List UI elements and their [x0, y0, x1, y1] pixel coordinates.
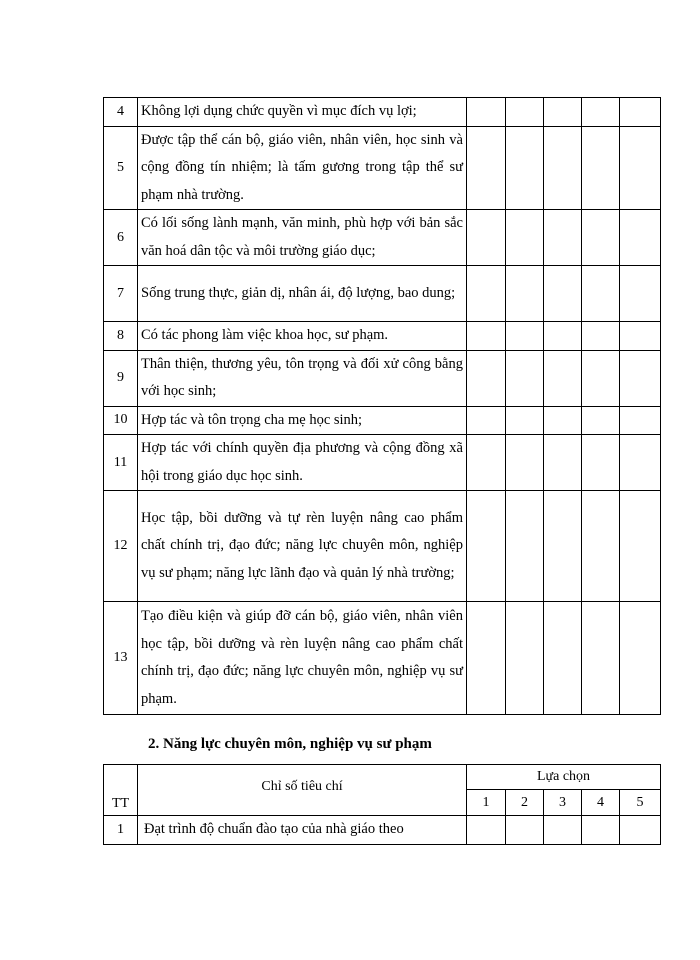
choice-cell-1[interactable]: [467, 98, 506, 127]
criterion-text: Học tập, bồi dưỡng và tự rèn luyện nâng cao phẩm chất chính trị, đạo đức; năng lực chuyên môn, nghiệp vụ sư phạm; năng lực lãnh đạo và quản lý nhà trường;: [138, 491, 467, 602]
choice-cell-4[interactable]: [582, 322, 620, 351]
criterion-text: Không lợi dụng chức quyền vì mục đích vụ lợi;: [138, 98, 467, 127]
choice-cell-4[interactable]: [582, 266, 620, 322]
row-number: 4: [104, 98, 138, 127]
row-number: 7: [104, 266, 138, 322]
row-number: 11: [104, 435, 138, 491]
criterion-text: Có lối sống lành mạnh, văn minh, phù hợp với bản sắc văn hoá dân tộc và môi trường giáo dục;: [138, 210, 467, 266]
choice-cell-4[interactable]: [582, 816, 620, 845]
choice-cell-2[interactable]: [506, 210, 544, 266]
table-row: [104, 491, 661, 602]
choice-cell-5[interactable]: [620, 126, 661, 210]
criterion-text: Có tác phong làm việc khoa học, sư phạm.: [138, 322, 467, 351]
choice-cell-5[interactable]: [620, 491, 661, 602]
table-row: [104, 406, 661, 435]
choice-cell-4[interactable]: [582, 126, 620, 210]
choice-cell-5[interactable]: [620, 350, 661, 406]
choice-cell-2[interactable]: [506, 266, 544, 322]
table-row: [104, 602, 661, 715]
criterion-text: Sống trung thực, giản dị, nhân ái, độ lượng, bao dung;: [138, 266, 467, 322]
choice-cell-1[interactable]: [467, 602, 506, 715]
row-number: 10: [104, 406, 138, 435]
choice-cell-1[interactable]: [467, 816, 506, 845]
criterion-text: Được tập thể cán bộ, giáo viên, nhân viên, học sinh và cộng đồng tín nhiệm; là tấm gương trong tập thể sư phạm nhà trường.: [138, 126, 467, 210]
table-row: [104, 98, 661, 127]
choice-cell-1[interactable]: [467, 350, 506, 406]
choice-cell-5[interactable]: [620, 210, 661, 266]
choice-cell-2[interactable]: [506, 816, 544, 845]
table-row: [104, 210, 661, 266]
choice-cell-3[interactable]: [544, 602, 582, 715]
choice-cell-1[interactable]: [467, 322, 506, 351]
choice-cell-5[interactable]: [620, 816, 661, 845]
choice-cell-1[interactable]: [467, 210, 506, 266]
choice-cell-5[interactable]: [620, 602, 661, 715]
choice-cell-3[interactable]: [544, 435, 582, 491]
choice-cell-4[interactable]: [582, 210, 620, 266]
choice-cell-3[interactable]: [544, 406, 582, 435]
choice-cell-4[interactable]: [582, 98, 620, 127]
table-row: [104, 126, 661, 210]
choice-cell-2[interactable]: [506, 322, 544, 351]
option-header-1: 1: [467, 790, 506, 816]
table-row: [104, 266, 661, 322]
criteria-table-2: [103, 764, 661, 845]
table-row: [104, 435, 661, 491]
choice-cell-1[interactable]: [467, 406, 506, 435]
choice-cell-4[interactable]: [582, 435, 620, 491]
choice-cell-5[interactable]: [620, 266, 661, 322]
table-row: [104, 350, 661, 406]
choice-cell-5[interactable]: [620, 98, 661, 127]
choice-cell-2[interactable]: [506, 350, 544, 406]
criterion-text: Hợp tác và tôn trọng cha mẹ học sinh;: [138, 406, 467, 435]
table-row: [104, 322, 661, 351]
choice-cell-5[interactable]: [620, 435, 661, 491]
criterion-text: Đạt trình độ chuẩn đào tạo của nhà giáo theo: [138, 816, 467, 845]
row-number: 6: [104, 210, 138, 266]
column-header-choice: Lựa chọn: [467, 765, 661, 790]
choice-cell-2[interactable]: [506, 491, 544, 602]
choice-cell-1[interactable]: [467, 435, 506, 491]
column-header-criteria: Chỉ số tiêu chí: [138, 765, 467, 816]
choice-cell-3[interactable]: [544, 126, 582, 210]
choice-cell-2[interactable]: [506, 406, 544, 435]
choice-cell-1[interactable]: [467, 126, 506, 210]
option-header-2: 2: [506, 790, 544, 816]
choice-cell-4[interactable]: [582, 350, 620, 406]
row-number: 13: [104, 602, 138, 715]
choice-cell-4[interactable]: [582, 491, 620, 602]
row-number: 9: [104, 350, 138, 406]
choice-cell-3[interactable]: [544, 491, 582, 602]
choice-cell-3[interactable]: [544, 210, 582, 266]
row-number: 1: [104, 816, 138, 845]
criterion-text: Thân thiện, thương yêu, tôn trọng và đối xử công bằng với học sinh;: [138, 350, 467, 406]
choice-cell-1[interactable]: [467, 491, 506, 602]
choice-cell-1[interactable]: [467, 266, 506, 322]
option-header-5: 5: [620, 790, 661, 816]
criterion-text: Hợp tác với chính quyền địa phương và cộng đồng xã hội trong giáo dục học sinh.: [138, 435, 467, 491]
choice-cell-2[interactable]: [506, 435, 544, 491]
choice-cell-3[interactable]: [544, 98, 582, 127]
column-header-tt: TT: [104, 765, 138, 816]
table-row: [104, 816, 661, 845]
criterion-text: Tạo điều kiện và giúp đỡ cán bộ, giáo viên, nhân viên học tập, bồi dưỡng và rèn luyện nâng cao phẩm chất chính trị, đạo đức; năng lực chuyên môn, nghiệp vụ sư phạm.: [138, 602, 467, 715]
choice-cell-2[interactable]: [506, 126, 544, 210]
choice-cell-3[interactable]: [544, 816, 582, 845]
option-header-4: 4: [582, 790, 620, 816]
choice-cell-4[interactable]: [582, 406, 620, 435]
choice-cell-2[interactable]: [506, 602, 544, 715]
row-number: 5: [104, 126, 138, 210]
choice-cell-2[interactable]: [506, 98, 544, 127]
choice-cell-5[interactable]: [620, 322, 661, 351]
option-header-3: 3: [544, 790, 582, 816]
row-number: 8: [104, 322, 138, 351]
choice-cell-4[interactable]: [582, 602, 620, 715]
choice-cell-3[interactable]: [544, 322, 582, 351]
section-heading: 2. Năng lực chuyên môn, nghiệp vụ sư phạm: [148, 736, 432, 752]
row-number: 12: [104, 491, 138, 602]
choice-cell-5[interactable]: [620, 406, 661, 435]
choice-cell-3[interactable]: [544, 350, 582, 406]
criteria-table-1: [103, 97, 661, 715]
choice-cell-3[interactable]: [544, 266, 582, 322]
